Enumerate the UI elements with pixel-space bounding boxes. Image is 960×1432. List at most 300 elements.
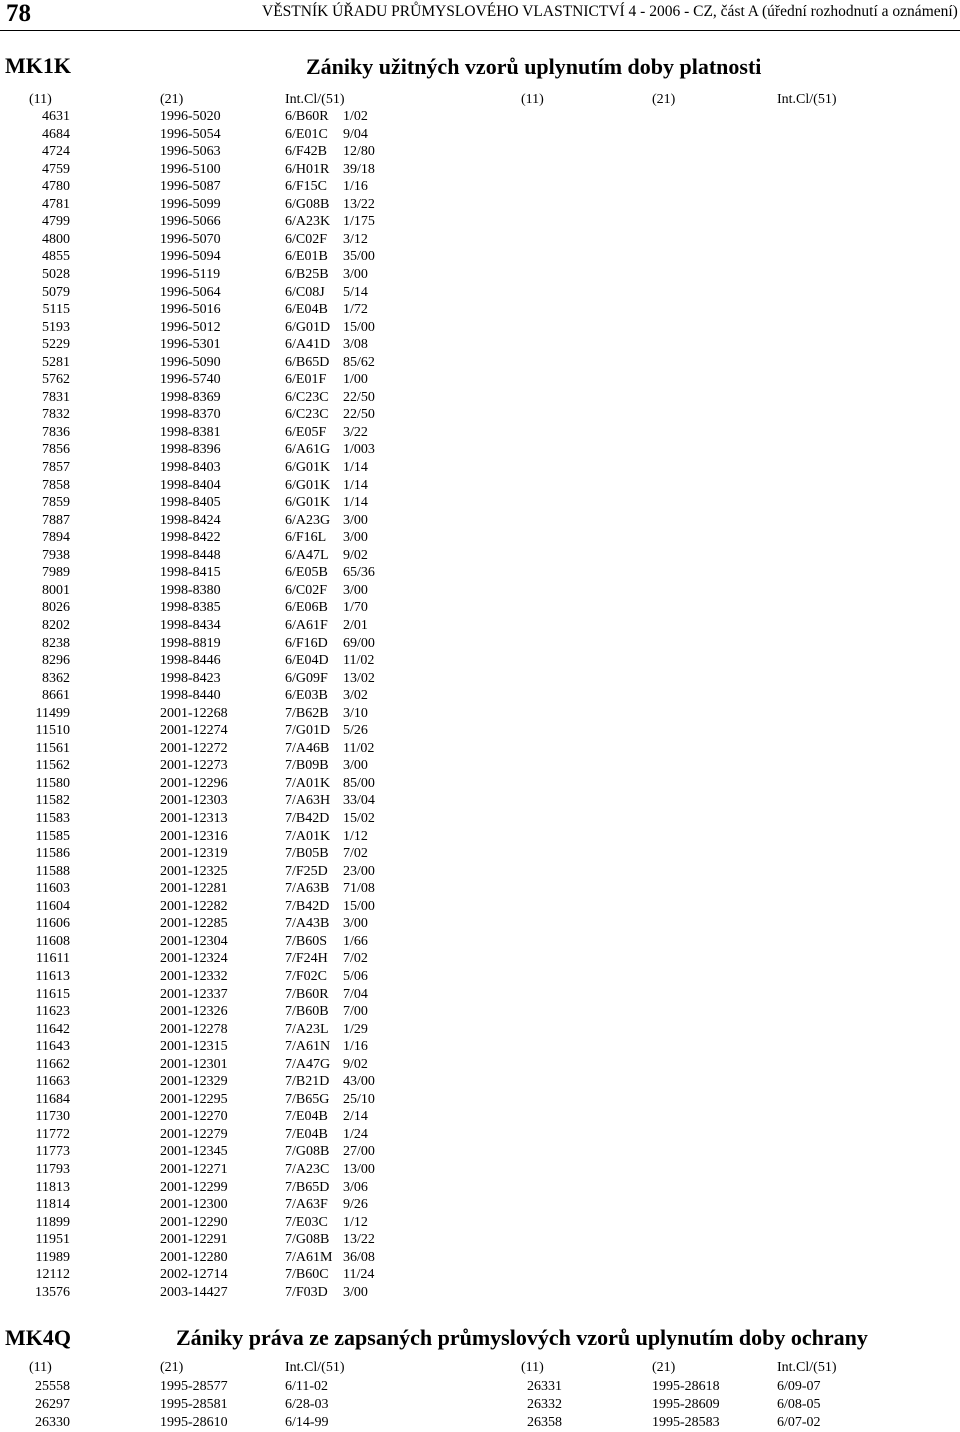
application-number: 1996-5099 <box>160 196 221 212</box>
int-cl-group: 23/00 <box>343 863 375 879</box>
int-cl-group: 22/50 <box>343 407 375 423</box>
registration-number: 7831 <box>42 389 70 405</box>
int-cl-class: 6/G01K <box>285 477 331 493</box>
int-cl-class: 6/E04D <box>285 653 329 669</box>
application-number: 2001-12301 <box>160 1056 228 1072</box>
registration-number: 7859 <box>42 495 70 511</box>
application-number: 2001-12296 <box>160 775 228 791</box>
int-cl-cell: 6/11-02 <box>285 1379 329 1394</box>
int-cl-group: 3/00 <box>343 266 368 282</box>
application-number: 2001-12290 <box>160 1214 228 1230</box>
int-cl-group: 25/10 <box>343 1091 375 1107</box>
registration-number: 11730 <box>35 1109 70 1125</box>
registration-number: 25558 <box>35 1379 70 1394</box>
application-number: 1996-5066 <box>160 214 221 230</box>
int-cl-cell: 6/09-07 <box>777 1379 821 1394</box>
int-cl-cell <box>285 1266 374 1284</box>
int-cl-class: 7/B62B <box>285 705 329 721</box>
int-cl-class: 6/C08J <box>285 284 325 300</box>
int-cl-cell <box>285 143 375 161</box>
int-cl-cell <box>285 547 368 565</box>
registration-number: 11608 <box>35 933 70 949</box>
int-cl-class: 7/A23L <box>285 1021 329 1037</box>
section-code-mk4q: MK4Q <box>5 1325 71 1350</box>
registration-number: 4724 <box>42 144 70 160</box>
header-rule <box>0 30 960 31</box>
registration-number: 11662 <box>35 1056 70 1072</box>
registration-number: 26330 <box>35 1415 70 1430</box>
application-number: 1998-8448 <box>160 547 221 563</box>
registration-number: 11899 <box>35 1214 70 1230</box>
int-cl-group: 3/12 <box>343 231 368 247</box>
registration-number: 4631 <box>42 109 70 124</box>
int-cl-class: 6/A23G <box>285 512 331 528</box>
col-header-11: (11) <box>29 92 52 107</box>
col-header-21: (21) <box>160 92 184 107</box>
application-number: 1998-8380 <box>160 582 221 598</box>
int-cl-class: 6/C23C <box>285 407 329 423</box>
int-cl-class: 7/E04B <box>285 1126 328 1142</box>
application-number: 2001-12278 <box>160 1021 228 1037</box>
int-cl-group: 1/003 <box>343 442 375 458</box>
int-cl-cell <box>285 933 368 951</box>
int-cl-class: 6/C02F <box>285 582 328 598</box>
int-cl-group: 13/22 <box>343 196 375 212</box>
application-number: 2001-12274 <box>160 723 228 739</box>
int-cl-cell <box>285 494 368 512</box>
int-cl-cell <box>285 1056 368 1074</box>
int-cl-group: 1/24 <box>343 1126 368 1142</box>
int-cl-group: 65/36 <box>343 565 375 581</box>
int-cl-group: 3/06 <box>343 1179 368 1195</box>
int-cl-group: 1/16 <box>343 1039 368 1055</box>
int-cl-class: 7/B65D <box>285 1179 330 1195</box>
registration-number: 7836 <box>42 424 70 440</box>
int-cl-cell <box>285 652 374 670</box>
int-cl-cell: 6/07-02 <box>777 1415 821 1430</box>
registration-number: 11613 <box>35 968 70 984</box>
int-cl-group: 39/18 <box>343 161 375 177</box>
int-cl-group: 2/01 <box>343 617 368 633</box>
int-cl-class: 7/B65G <box>285 1091 330 1107</box>
int-cl-class: 7/B42D <box>285 811 330 826</box>
int-cl-cell <box>285 599 368 617</box>
int-cl-group: 3/00 <box>343 582 368 598</box>
int-cl-class: 7/B42D <box>285 898 330 914</box>
application-number: 2001-12285 <box>160 916 228 932</box>
col-header-21-right: (21) <box>652 92 676 107</box>
application-number: 1998-8422 <box>160 530 221 546</box>
int-cl-group: 7/02 <box>343 846 368 862</box>
application-number: 1998-8415 <box>160 565 221 581</box>
col-header-11-s2-right: (11) <box>521 1360 544 1375</box>
int-cl-class: 6/B65D <box>285 354 330 370</box>
application-number: 1996-5012 <box>160 319 221 335</box>
int-cl-cell <box>285 915 368 933</box>
int-cl-cell <box>285 1143 375 1161</box>
int-cl-class: 6/G01D <box>285 319 331 335</box>
registration-number: 11580 <box>35 775 70 791</box>
int-cl-cell <box>285 126 368 144</box>
int-cl-class: 6/A47L <box>285 547 329 563</box>
registration-number: 7989 <box>42 565 70 581</box>
int-cl-cell <box>285 740 374 758</box>
application-number: 2001-12326 <box>160 1004 228 1020</box>
application-number: 1996-5740 <box>160 372 221 388</box>
int-cl-class: 6/E01C <box>285 126 328 142</box>
int-cl-cell <box>285 406 375 424</box>
int-cl-cell <box>285 687 368 705</box>
registration-number: 12112 <box>35 1267 70 1283</box>
application-number: 1996-5054 <box>160 126 221 142</box>
int-cl-cell <box>285 1231 375 1249</box>
registration-number: 8296 <box>42 653 70 669</box>
int-cl-group: 43/00 <box>343 1074 375 1090</box>
application-number: 1998-8381 <box>160 424 221 440</box>
application-number: 2002-12714 <box>160 1267 228 1283</box>
int-cl-cell <box>285 284 368 302</box>
application-number: 1996-5301 <box>160 337 221 353</box>
application-number: 1996-5070 <box>160 231 221 247</box>
page-number: 78 <box>6 0 31 27</box>
application-number: 1996-5094 <box>160 249 221 265</box>
registration-number: 11615 <box>35 986 70 1002</box>
int-cl-group: 1/14 <box>343 460 368 475</box>
int-cl-cell <box>285 301 368 319</box>
int-cl-class: 6/B60R <box>285 109 329 124</box>
int-cl-cell <box>285 564 375 582</box>
int-cl-cell <box>285 1196 368 1214</box>
int-cl-cell <box>285 828 368 846</box>
int-cl-cell <box>285 792 375 810</box>
col-header-11-right: (11) <box>521 92 544 107</box>
registration-number: 4800 <box>42 231 70 247</box>
int-cl-class: 6/A61F <box>285 617 328 633</box>
registration-number: 11989 <box>35 1249 70 1265</box>
int-cl-cell <box>285 108 368 126</box>
int-cl-class: 6/A41D <box>285 337 331 353</box>
int-cl-group: 1/16 <box>343 179 368 195</box>
int-cl-group: 69/00 <box>343 635 375 651</box>
int-cl-cell <box>285 1108 368 1126</box>
int-cl-cell <box>285 196 375 214</box>
col-header-51-right: Int.Cl/(51) <box>777 92 837 107</box>
application-number: 2001-12337 <box>160 986 228 1002</box>
application-number: 1995-28577 <box>160 1379 228 1394</box>
int-cl-group: 7/04 <box>343 986 368 1002</box>
registration-number: 5229 <box>42 337 70 353</box>
int-cl-cell <box>285 354 375 372</box>
application-number: 1996-5087 <box>160 179 221 195</box>
application-number: 1998-8446 <box>160 653 221 669</box>
application-number: 1995-28610 <box>160 1415 228 1430</box>
int-cl-group: 2/14 <box>343 1109 368 1125</box>
application-number: 2001-12324 <box>160 951 228 967</box>
application-number: 1998-8405 <box>160 495 221 511</box>
int-cl-cell <box>285 968 368 986</box>
registration-number: 8202 <box>42 617 70 633</box>
application-number: 2001-12272 <box>160 740 228 756</box>
int-cl-cell <box>285 1161 375 1179</box>
int-cl-cell <box>285 1021 368 1039</box>
registration-number: 11604 <box>35 898 70 914</box>
section-title-utility-models: Zániky užitných vzorů uplynutím doby platnosti <box>306 54 762 79</box>
int-cl-class: 7/A01K <box>285 775 331 791</box>
application-number: 1998-8403 <box>160 460 221 475</box>
registration-number: 11813 <box>35 1179 70 1195</box>
application-number: 1998-8819 <box>160 635 221 651</box>
registration-number: 11814 <box>35 1197 70 1213</box>
application-number: 2001-12316 <box>160 828 228 844</box>
registration-number: 7832 <box>42 407 70 423</box>
registration-number: 11951 <box>35 1232 70 1248</box>
int-cl-cell <box>285 617 368 635</box>
registration-number: 5028 <box>42 266 70 282</box>
int-cl-cell <box>285 1091 375 1109</box>
running-header: VĚSTNÍK ÚŘADU PRŮMYSLOVÉHO VLASTNICTVÍ 4 - 2006 - CZ, část A (úřední rozhodnutí a oznámení) <box>262 3 958 20</box>
int-cl-cell <box>285 319 375 337</box>
int-cl-class: 7/A61N <box>285 1039 331 1055</box>
int-cl-class: 7/A43B <box>285 916 330 932</box>
registration-number: 8362 <box>42 670 70 686</box>
int-cl-class: 7/B60S <box>285 933 328 949</box>
int-cl-cell <box>285 670 375 688</box>
int-cl-group: 7/00 <box>343 1004 368 1020</box>
registration-number: 11643 <box>35 1039 70 1055</box>
application-number: 1998-8423 <box>160 670 221 686</box>
int-cl-class: 7/A23C <box>285 1162 330 1177</box>
int-cl-group: 11/02 <box>343 653 375 669</box>
application-number: 2001-12345 <box>160 1144 228 1160</box>
int-cl-cell <box>285 705 368 723</box>
int-cl-cell <box>285 1038 368 1056</box>
int-cl-class: 7/E03C <box>285 1214 328 1230</box>
int-cl-group: 13/22 <box>343 1232 375 1248</box>
application-number: 1998-8370 <box>160 407 221 423</box>
int-cl-class: 7/B09B <box>285 758 329 774</box>
application-number: 1996-5016 <box>160 302 221 318</box>
int-cl-group: 1/12 <box>343 828 368 844</box>
int-cl-cell <box>285 810 375 828</box>
registration-number: 11499 <box>35 705 70 721</box>
registration-number: 13576 <box>35 1284 70 1300</box>
application-number: 1998-8440 <box>160 688 221 704</box>
col-header-21-s2-right: (21) <box>652 1360 676 1375</box>
registration-number: 4780 <box>42 179 70 195</box>
application-number: 2001-12313 <box>160 811 228 826</box>
application-number: 2001-12295 <box>160 1091 228 1107</box>
int-cl-group: 1/70 <box>343 600 368 616</box>
registration-number: 5281 <box>42 354 70 370</box>
registration-number: 11586 <box>35 846 70 862</box>
int-cl-group: 3/00 <box>343 512 368 528</box>
col-header-51-s2-right: Int.Cl/(51) <box>777 1360 837 1375</box>
int-cl-group: 36/08 <box>343 1249 375 1265</box>
int-cl-group: 1/29 <box>343 1021 368 1037</box>
int-cl-group: 27/00 <box>343 1144 375 1160</box>
int-cl-group: 9/26 <box>343 1197 368 1213</box>
int-cl-class: 6/H01R <box>285 161 330 177</box>
application-number: 1996-5063 <box>160 144 221 160</box>
int-cl-group: 1/175 <box>343 214 375 230</box>
section-title-industrial-designs: Zániky práva ze zapsaných průmyslových vzorů uplynutím doby ochrany <box>176 1325 868 1350</box>
registration-number: 11772 <box>35 1126 70 1142</box>
int-cl-class: 7/B21D <box>285 1074 330 1090</box>
int-cl-class: 6/E05B <box>285 565 328 581</box>
application-number: 2003-14427 <box>160 1284 228 1300</box>
int-cl-group: 5/06 <box>343 968 368 984</box>
int-cl-group: 1/14 <box>343 477 368 493</box>
registration-number: 8661 <box>42 688 70 704</box>
int-cl-cell <box>285 266 368 284</box>
int-cl-class: 7/F25D <box>285 863 328 879</box>
registration-number: 4684 <box>42 126 70 142</box>
application-number: 2001-12279 <box>160 1126 228 1142</box>
int-cl-group: 33/04 <box>343 793 375 809</box>
int-cl-cell <box>285 459 368 477</box>
registration-number: 7887 <box>42 512 70 528</box>
int-cl-group: 3/00 <box>343 1284 368 1300</box>
int-cl-class: 6/G01K <box>285 460 331 475</box>
int-cl-group: 9/02 <box>343 547 368 563</box>
int-cl-class: 6/E03B <box>285 688 328 704</box>
registration-number: 4799 <box>42 214 70 230</box>
int-cl-cell <box>285 213 375 231</box>
col-header-21-s2: (21) <box>160 1360 184 1375</box>
int-cl-group: 85/00 <box>343 775 375 791</box>
col-header-51: Int.Cl/(51) <box>285 92 345 107</box>
registration-number: 11773 <box>35 1144 70 1160</box>
registration-number: 8238 <box>42 635 70 651</box>
application-number: 1995-28581 <box>160 1397 228 1412</box>
int-cl-group: 3/00 <box>343 916 368 932</box>
application-number: 2001-12300 <box>160 1197 228 1213</box>
int-cl-cell: 6/14-99 <box>285 1415 329 1430</box>
registration-number: 5762 <box>42 372 70 388</box>
int-cl-group: 13/00 <box>343 1162 375 1177</box>
registration-number: 26332 <box>527 1397 562 1412</box>
application-number: 1995-28583 <box>652 1415 720 1430</box>
int-cl-group: 11/24 <box>343 1267 375 1283</box>
registration-number: 11585 <box>35 828 70 844</box>
int-cl-class: 7/A61M <box>285 1249 333 1265</box>
int-cl-group: 12/80 <box>343 144 375 160</box>
registration-number: 4759 <box>42 161 70 177</box>
registration-number: 7894 <box>42 530 70 546</box>
application-number: 1996-5100 <box>160 161 221 177</box>
application-number: 2001-12282 <box>160 898 228 914</box>
application-number: 2001-12315 <box>160 1039 228 1055</box>
application-number: 1998-8385 <box>160 600 221 616</box>
section-code-mk1k: MK1K <box>5 53 71 78</box>
int-cl-class: 6/A61G <box>285 442 331 458</box>
int-cl-group: 1/00 <box>343 372 368 388</box>
int-cl-cell <box>285 371 368 389</box>
int-cl-group: 71/08 <box>343 881 375 897</box>
application-number: 1998-8396 <box>160 442 221 458</box>
application-number: 1998-8434 <box>160 617 221 633</box>
int-cl-group: 15/00 <box>343 319 375 335</box>
application-number: 2001-12303 <box>160 793 228 809</box>
application-number: 2001-12325 <box>160 863 228 879</box>
registration-number: 11623 <box>35 1004 70 1020</box>
application-number: 2001-12280 <box>160 1249 228 1265</box>
col-header-51-s2: Int.Cl/(51) <box>285 1360 345 1375</box>
int-cl-class: 7/A63B <box>285 881 330 897</box>
int-cl-cell <box>285 178 368 196</box>
int-cl-class: 6/E06B <box>285 600 328 616</box>
int-cl-cell <box>285 1249 375 1267</box>
int-cl-group: 1/02 <box>343 109 368 124</box>
int-cl-group: 22/50 <box>343 389 375 405</box>
int-cl-class: 6/F16D <box>285 635 328 651</box>
int-cl-cell: 6/28-03 <box>285 1397 329 1412</box>
int-cl-cell <box>285 424 368 442</box>
int-cl-class: 6/A23K <box>285 214 331 230</box>
application-number: 2001-12291 <box>160 1232 228 1248</box>
int-cl-group: 3/22 <box>343 424 368 440</box>
int-cl-cell <box>285 635 375 653</box>
int-cl-cell <box>285 477 368 495</box>
application-number: 2001-12271 <box>160 1162 228 1177</box>
int-cl-class: 6/E04B <box>285 302 328 318</box>
int-cl-cell <box>285 1284 368 1302</box>
col-header-11-s2: (11) <box>29 1360 52 1375</box>
int-cl-group: 15/00 <box>343 898 375 914</box>
int-cl-cell <box>285 1073 375 1091</box>
registration-number: 11583 <box>35 811 70 826</box>
int-cl-group: 9/04 <box>343 126 368 142</box>
int-cl-group: 1/12 <box>343 1214 368 1230</box>
int-cl-class: 7/A47G <box>285 1056 331 1072</box>
registration-number: 11684 <box>35 1091 70 1107</box>
registration-number: 7938 <box>42 547 70 563</box>
int-cl-class: 6/G09F <box>285 670 328 686</box>
int-cl-cell <box>285 161 375 179</box>
int-cl-group: 9/02 <box>343 1056 368 1072</box>
application-number: 2001-12270 <box>160 1109 228 1125</box>
registration-number: 8001 <box>42 582 70 598</box>
registration-number: 7856 <box>42 442 70 458</box>
int-cl-class: 7/F24H <box>285 951 328 967</box>
application-number: 2001-12304 <box>160 933 228 949</box>
int-cl-cell <box>285 231 368 249</box>
registration-number: 4781 <box>42 196 70 212</box>
int-cl-class: 6/C23C <box>285 389 329 405</box>
int-cl-cell <box>285 441 375 459</box>
int-cl-cell <box>285 986 368 1004</box>
registration-number: 8026 <box>42 600 70 616</box>
int-cl-group: 1/66 <box>343 933 368 949</box>
int-cl-group: 13/02 <box>343 670 375 686</box>
registration-number: 7858 <box>42 477 70 493</box>
int-cl-cell <box>285 880 375 898</box>
registration-number: 11663 <box>35 1074 70 1090</box>
registration-number: 11582 <box>35 793 70 809</box>
int-cl-cell <box>285 248 375 266</box>
int-cl-group: 3/10 <box>343 705 368 721</box>
int-cl-class: 6/F15C <box>285 179 328 195</box>
int-cl-cell <box>285 389 375 407</box>
int-cl-group: 3/00 <box>343 530 368 546</box>
application-number: 1998-8424 <box>160 512 221 528</box>
registration-number: 11561 <box>35 740 70 756</box>
int-cl-cell <box>285 1003 368 1021</box>
int-cl-cell <box>285 512 368 530</box>
int-cl-group: 3/00 <box>343 758 368 774</box>
int-cl-group: 85/62 <box>343 354 375 370</box>
int-cl-class: 7/B60C <box>285 1267 329 1283</box>
